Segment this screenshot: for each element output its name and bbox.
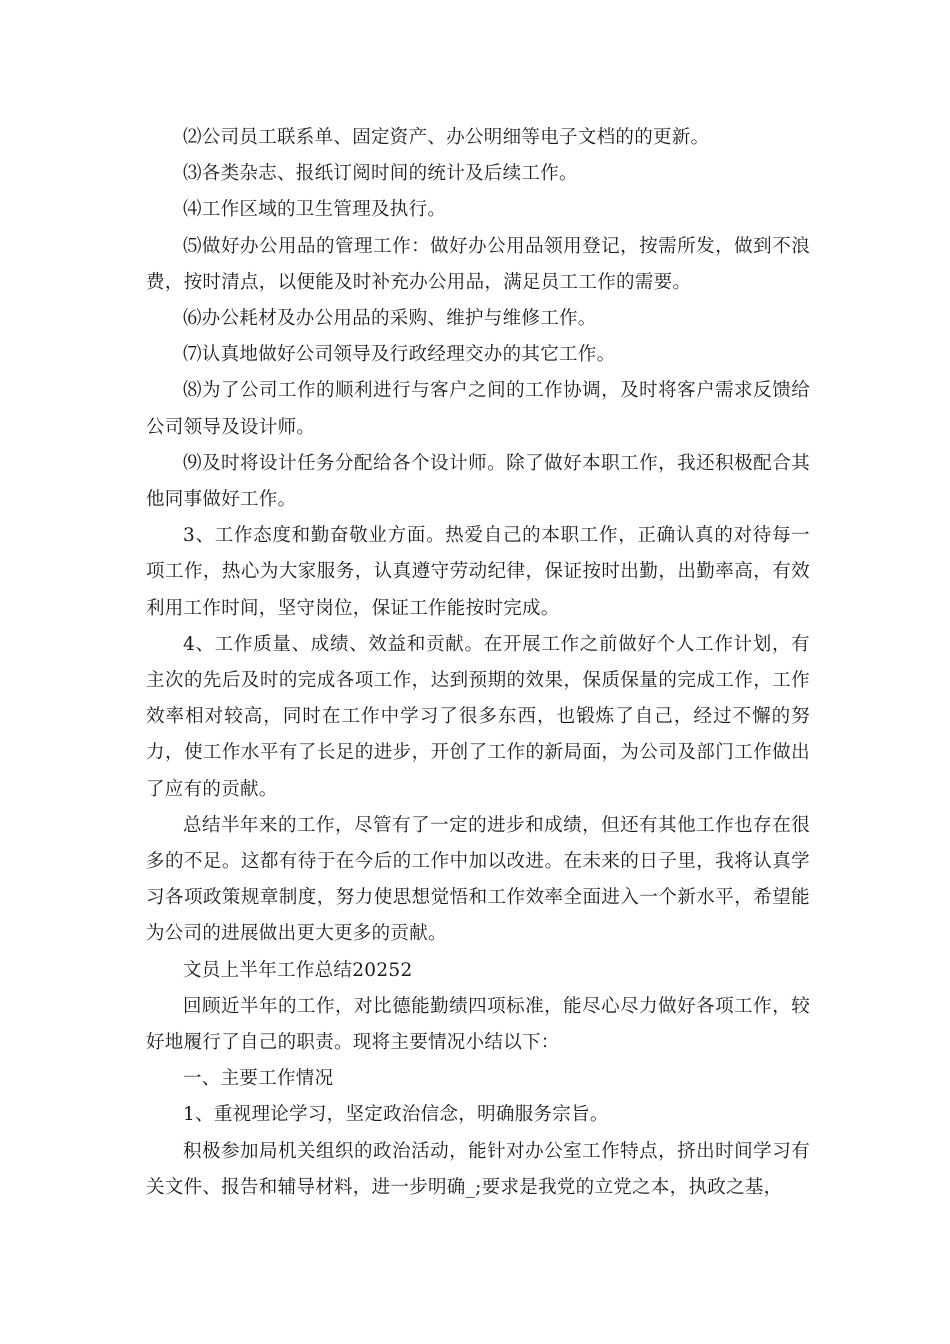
paragraph-item-6: ⑹办公耗材及办公用品的采购、维护与维修工作。 xyxy=(183,308,597,330)
paragraph-item-2: ⑵公司员工联系单、固定资产、办公明细等电子文档的的更新。 xyxy=(183,127,710,148)
section-title: 文员上半年工作总结20252 xyxy=(183,959,413,981)
paragraph-summary: 总结半年来的工作，尽管有了一定的进步和成绩，但还有其他工作也存在很多的不足。这都有待于在今后的工作中加以改进。在未来的日子里，我将认真学习各项政策规章制度，努力使思想觉悟和工作效率全面进入一个新水平，希望能为公司的进展做出更大更多的贡献。 xyxy=(146,814,810,945)
paragraph-theory-study: 积极参加局机关组织的政治活动，能针对办公室工作特点，挤出时间学习有关文件、报告和辅导材料，进一步明确_;要求是我党的立党之本，执政之基， xyxy=(146,1140,810,1198)
paragraph-item-7: ⑺认真地做好公司领导及行政经理交办的其它工作。 xyxy=(183,344,616,366)
document-body xyxy=(146,120,810,1206)
paragraph-item-4: ⑷工作区域的卫生管理及执行。 xyxy=(183,199,447,221)
paragraph-intro: 回顾近半年的工作，对比德能勤绩四项标准，能尽心尽力做好各项工作，较好地履行了自己的职责。现将主要情况小结以下： xyxy=(146,995,810,1054)
paragraph-item-5: ⑸做好办公用品的管理工作：做好办公用品领用登记，按需所发，做到不浪费，按时清点，以便能及时补充办公用品，满足员工工作的需要。 xyxy=(146,235,810,293)
paragraph-item-9: ⑼及时将设计任务分配给各个设计师。除了做好本职工作，我还积极配合其他同事做好工作。 xyxy=(146,452,810,511)
paragraph-item-3: ⑶各类杂志、报纸订阅时间的统计及后续工作。 xyxy=(183,163,578,185)
section-heading: 一、主要工作情况 xyxy=(183,1068,334,1090)
paragraph-work-attitude: 3、工作态度和勤奋敬业方面。热爱自己的本职工作，正确认真的对待每一项工作，热心为大家服务，认真遵守劳动纪律，保证按时出勤，出勤率高，有效利用工作时间，坚守岗位，保证工作能按时完成。 xyxy=(146,525,810,619)
subsection-heading: 1、重视理论学习，坚定政治信念，明确服务宗旨。 xyxy=(183,1104,609,1126)
paragraph-work-quality: 4、工作质量、成绩、效益和贡献。在开展工作之前做好个人工作计划，有主次的先后及时的完成各项工作，达到预期的效果，保质保量的完成工作，工作效率相对较高，同时在工作中学习了很多东西，也锻炼了自己，经过不懈的努力，使工作水平有了长足的进步，开创了工作的新局面，为公司及部门工作做出了应有的贡献。 xyxy=(146,633,810,800)
paragraph-item-8: ⑻为了公司工作的顺利进行与客户之间的工作协调，及时将客户需求反馈给公司领导及设计师。 xyxy=(146,380,810,438)
